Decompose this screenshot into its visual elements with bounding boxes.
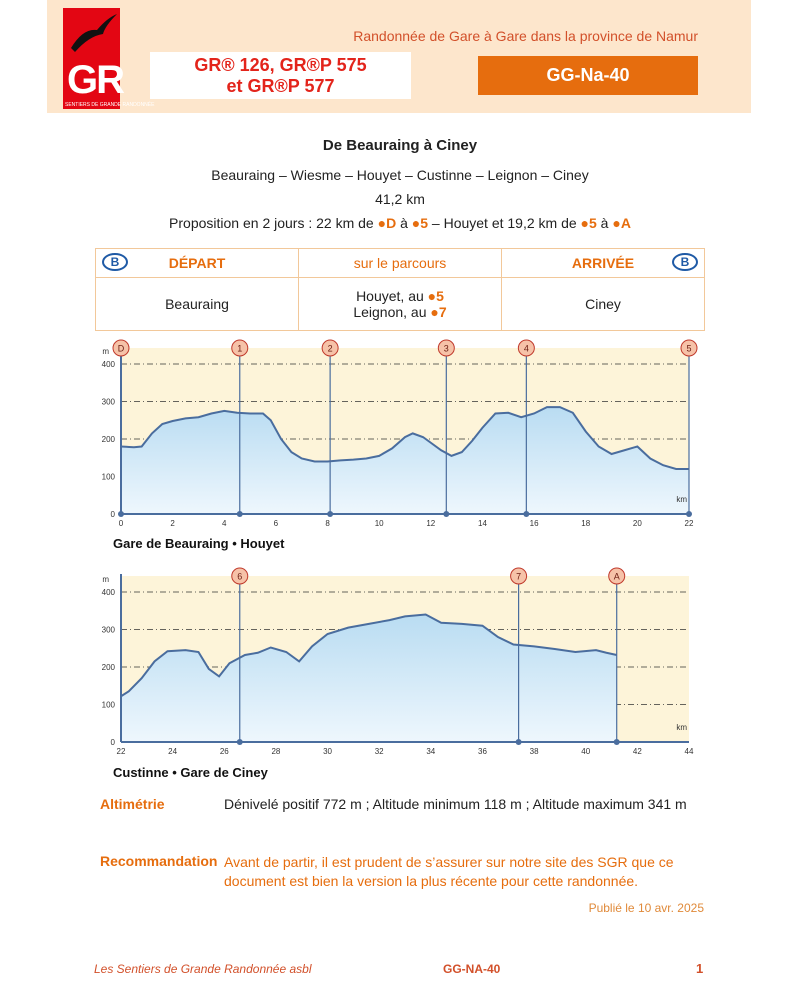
header-subtitle: Randonnée de Gare à Gare dans la province de Namur: [353, 28, 698, 44]
proposal-text-b: à: [396, 215, 412, 231]
waypoint-label: 5: [686, 343, 692, 354]
waypoint-label: 3: [443, 343, 449, 354]
x-tick-label: 24: [168, 747, 178, 756]
waypoint-axis-dot: [523, 511, 529, 517]
proposal-point-5a: ●5: [411, 215, 429, 231]
elevation-profile-2: [95, 568, 707, 756]
x-tick-label: 44: [684, 747, 694, 756]
waypoint-axis-dot: [237, 739, 243, 745]
recommendation-label: Recommandation: [100, 853, 218, 869]
waypoint-axis-dot: [237, 511, 243, 517]
x-tick-label: 36: [478, 747, 487, 756]
proposal-text-a: Proposition en 2 jours : 22 km de: [169, 215, 378, 231]
altimetry-text: Dénivelé positif 772 m ; Altitude minimum 118 m ; Altitude maximum 341 m: [224, 796, 687, 812]
waypoint-label: 6: [237, 571, 243, 582]
waypoint-label: D: [117, 343, 125, 354]
y-axis-label: m: [102, 575, 109, 584]
proposal-point-d: ●D: [377, 215, 397, 231]
footer-org: Les Sentiers de Grande Randonnée asbl: [94, 962, 312, 976]
x-tick-label: 34: [426, 747, 436, 756]
waypoint-axis-dot: [516, 739, 522, 745]
proposal-point-a: ●A: [612, 215, 631, 231]
y-tick-label: 200: [101, 435, 115, 444]
x-tick-label: 42: [632, 747, 642, 756]
logo-brush-icon: [63, 8, 120, 58]
via-houyet: Houyet, au ●5: [356, 288, 444, 304]
y-tick-label: 400: [101, 360, 115, 369]
x-tick-label: 30: [323, 747, 332, 756]
trail-title-line1: GR® 126, GR®P 575: [194, 55, 367, 75]
x-tick-label: 20: [632, 519, 642, 528]
x-tick-label: 14: [478, 519, 487, 528]
route-title: De Beauraing à Ciney: [322, 137, 478, 154]
x-tick-label: 38: [529, 747, 539, 756]
route-label: sur le parcours: [353, 255, 447, 271]
recommendation-text: Avant de partir, il est prudent de s’assurer sur notre site des SGR que ce document est bien la version la plus récente pour cette randonnée.: [224, 854, 674, 889]
waypoint-label: 7: [516, 571, 522, 582]
bus-station-icon: B: [672, 253, 698, 271]
y-tick-label: 0: [110, 738, 115, 747]
route-header: [299, 249, 502, 278]
published-date: Publié le 10 avr. 2025: [588, 901, 704, 915]
y-tick-label: 200: [101, 663, 115, 672]
waypoint-axis-dot: [614, 739, 620, 745]
x-tick-label: 22: [116, 747, 126, 756]
route-code-badge: GG-Na-40: [478, 56, 698, 95]
x-tick-label: 26: [219, 747, 229, 756]
x-tick-label: 16: [529, 519, 539, 528]
footer-code: GG-NA-40: [443, 962, 501, 976]
gr-logo: [63, 8, 155, 109]
waypoint-axis-dot: [443, 511, 449, 517]
arrival-header: [502, 249, 705, 278]
x-tick-label: 22: [684, 519, 694, 528]
y-tick-label: 300: [101, 625, 115, 635]
waypoint-label: 4: [523, 343, 529, 354]
x-tick-label: 4: [222, 519, 227, 528]
y-axis-label: m: [102, 347, 109, 356]
x-tick-label: 28: [271, 747, 281, 756]
x-tick-label: 6: [273, 519, 279, 528]
y-tick-label: 0: [110, 510, 115, 519]
via-cell: [299, 278, 502, 331]
waypoint-label: 1: [237, 343, 243, 354]
proposal-text-e: à: [596, 215, 613, 231]
route-proposal: [0, 215, 800, 231]
x-tick-label: 8: [325, 519, 330, 528]
depart-value: Beauraing: [96, 278, 299, 331]
proposal-point-5b: ●5: [580, 215, 597, 231]
trail-title-box: [150, 52, 411, 99]
proposal-text-c: – Houyet et 19,2 km de: [428, 215, 581, 231]
y-tick-label: 300: [101, 397, 115, 407]
arrival-value: Ciney: [502, 278, 705, 331]
x-axis-label: km: [676, 723, 687, 732]
profile-2-caption: Custinne • Gare de Ciney: [113, 765, 268, 780]
y-tick-label: 100: [101, 700, 115, 710]
page-number: 1: [696, 961, 704, 976]
trail-title-line2: et GR®P 577: [226, 76, 335, 96]
waypoint-axis-dot: [118, 511, 124, 517]
route-stages: Beauraing – Wiesme – Houyet – Custinne – Leignon – Ciney: [211, 167, 589, 183]
x-tick-label: 12: [426, 519, 436, 528]
x-tick-label: 40: [581, 747, 591, 756]
waypoint-axis-dot: [686, 511, 692, 517]
y-tick-label: 400: [101, 588, 115, 597]
x-axis-label: km: [676, 495, 687, 504]
arrival-label: ARRIVÉE: [571, 255, 635, 271]
elevation-profile-1: [95, 340, 707, 528]
profile-1-caption: Gare de Beauraing • Houyet: [113, 536, 285, 551]
altimetry-label: Altimétrie: [100, 796, 165, 812]
via-leignon: Leignon, au ●7: [353, 304, 447, 320]
waypoint-label: A: [613, 571, 620, 582]
waypoint-axis-dot: [327, 511, 333, 517]
x-tick-label: 0: [118, 519, 124, 528]
route-distance: 41,2 km: [375, 191, 425, 207]
x-tick-label: 32: [374, 747, 384, 756]
x-tick-label: 10: [374, 519, 384, 528]
logo-subtext: SENTIERS DE GRANDE RANDONNÉE: [65, 102, 155, 108]
y-tick-label: 100: [101, 472, 115, 482]
x-tick-label: 2: [170, 519, 175, 528]
depart-header: [96, 249, 299, 278]
x-tick-label: 18: [581, 519, 591, 528]
depart-label: DÉPART: [168, 255, 226, 271]
bus-station-icon: B: [102, 253, 128, 271]
stops-table: [95, 248, 705, 331]
logo-text: GR: [67, 58, 123, 102]
waypoint-label: 2: [327, 343, 333, 354]
